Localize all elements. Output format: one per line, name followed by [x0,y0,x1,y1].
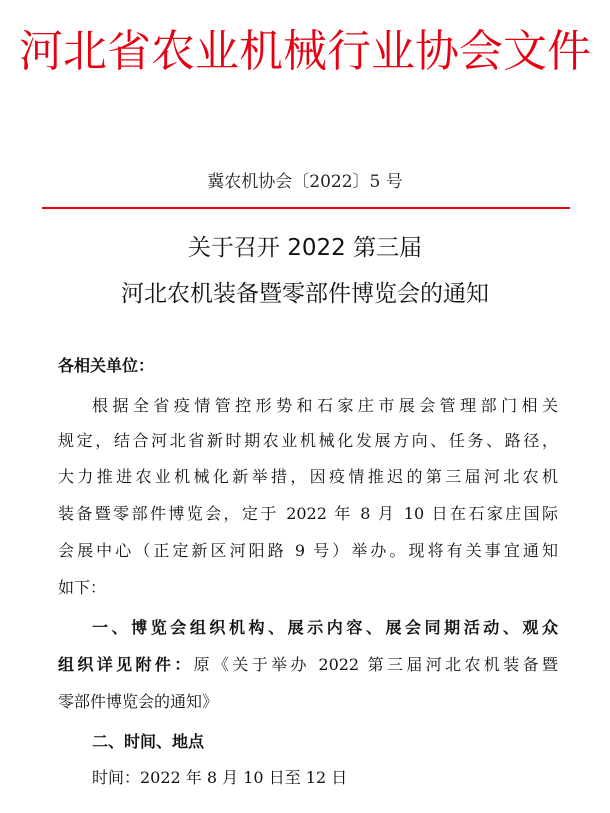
issuer-title: 河北省农业机械行业协会文件 [19,26,591,77]
section-1-line-2-rest: 原《关于举办 2022 第三届河北农机装备暨 [193,655,558,674]
notice-title-line-1: 关于召开 2022 第三届 [187,235,423,261]
section-1-heading: 一、博览会组织机构、展示内容、展会同期活动、观众 [92,618,558,637]
paragraph-1-line-2: 规定，结合河北省新时期农业机械化发展方向、任务、路径， [58,431,558,450]
paragraph-1-line-1: 根据全省疫情管控形势和石家庄市展会管理部门相关 [92,396,558,415]
paragraph-1-line-4: 装备暨零部件博览会，定于 2022 年 8 月 10 日在石家庄国际 [58,504,558,523]
section-1-line-2-bold: 组织详见附件： [58,655,194,674]
notice-title-line-2: 河北农机装备暨零部件博览会的通知 [121,281,489,307]
red-divider-line [42,207,570,209]
time-line: 时间：2022 年 8 月 10 日至 12 日 [92,768,348,787]
section-1-line-3: 零部件博览会的通知》 [58,692,219,711]
section-2-heading: 二、时间、地点 [92,732,205,751]
paragraph-1-line-3: 大力推进农业机械化新举措，因疫情推迟的第三届河北农机 [58,467,558,486]
paragraph-1-line-6: 如下： [58,578,107,597]
section-1-line-2 [58,653,558,677]
paragraph-1-line-5: 会展中心（正定新区河阳路 9 号）举办。现将有关事宜通知 [58,541,558,560]
salutation: 各相关单位： [58,356,155,375]
document-number: 冀农机协会〔2022〕5 号 [207,172,403,192]
